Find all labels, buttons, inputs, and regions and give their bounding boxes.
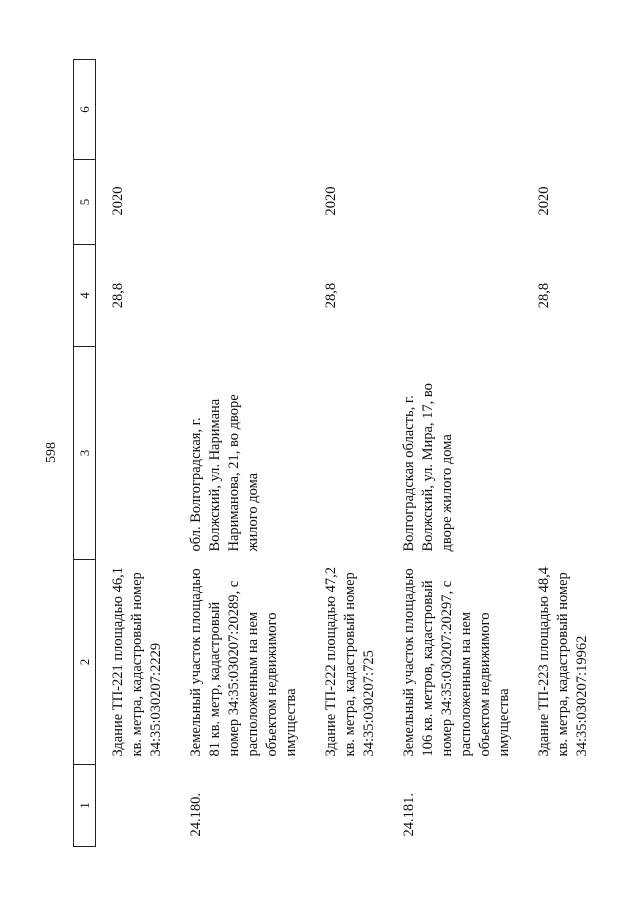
object-year: 2020 — [323, 186, 339, 216]
object-address: обл. Волгоградская, г. Волжский, ул. Наримана Нариманова, 21, во дворе жилого дома — [188, 394, 261, 552]
table-row — [174, 60, 309, 847]
object-value — [174, 245, 309, 347]
table-body — [96, 60, 604, 847]
object-year — [387, 160, 522, 245]
object-value: 28,8 — [323, 282, 339, 309]
object-address — [522, 347, 603, 560]
table-row — [387, 60, 522, 847]
object-address: Волгоградская область, г. Волжский, ул. Мира, 17, во дворе жилого дома — [401, 383, 455, 552]
object-description: Здание ТП-223 площадью 48,4 кв. метра, кадастровый номер 34:35:030207:19962 — [536, 567, 590, 757]
object-description: Здание ТП-222 площадью 47,2 кв. метра, кадастровый номер 34:35:030207:725 — [323, 567, 377, 757]
header-col-6: 6 — [74, 60, 96, 160]
header-col-5: 5 — [74, 160, 96, 245]
object-address — [96, 347, 175, 560]
header-col-1: 1 — [74, 765, 96, 847]
object-description: Земельный участок площадью 81 кв. метр, кадастровый номер 34:35:030207:20289, с расположенным на нем объектом недвижимого имущества — [188, 568, 299, 757]
table-header — [74, 60, 96, 847]
header-col-2: 2 — [74, 560, 96, 765]
property-table — [73, 59, 603, 847]
object-col6 — [522, 60, 603, 160]
row-number: 24.180. — [188, 793, 204, 837]
object-value: 28,8 — [536, 282, 552, 309]
object-col6 — [387, 60, 522, 160]
object-col6 — [96, 60, 175, 160]
row-number — [309, 765, 387, 847]
row-number — [96, 765, 175, 847]
header-col-3: 3 — [74, 347, 96, 560]
object-col6 — [174, 60, 309, 160]
table-row — [309, 60, 387, 847]
header-col-4: 4 — [74, 245, 96, 347]
object-year: 2020 — [110, 186, 126, 216]
table-row — [522, 60, 603, 847]
object-year — [174, 160, 309, 245]
table-row — [96, 60, 175, 847]
object-description: Здание ТП-221 площадью 46,1 кв. метра, кадастровый номер 34:35:030207:2229 — [110, 567, 164, 757]
object-description: Земельный участок площадью 106 кв. метров, кадастровый номер 34:35:030207:20297, с расположенным на нем объектом недвижимого имущества — [401, 568, 512, 757]
object-value — [387, 245, 522, 347]
object-value: 28,8 — [110, 282, 126, 309]
row-number — [522, 765, 603, 847]
row-number: 24.181. — [401, 793, 417, 837]
header-row — [74, 60, 96, 847]
object-col6 — [309, 60, 387, 160]
object-year: 2020 — [536, 186, 552, 216]
page-number: 598 — [44, 442, 59, 463]
object-address — [309, 347, 387, 560]
